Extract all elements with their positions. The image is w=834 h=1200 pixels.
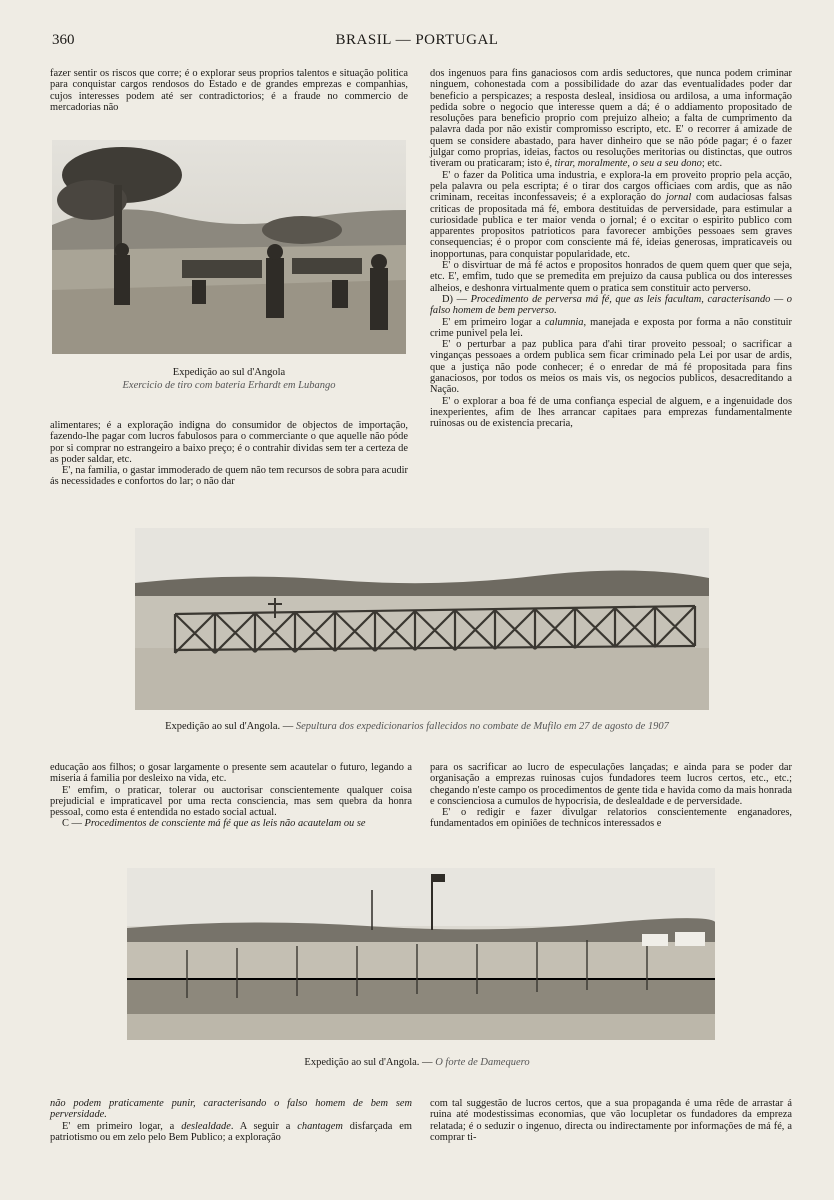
photo-expedition-grave [135, 528, 709, 710]
paragraph: alimentares; é a exploração indigna do consumidor de objectos de importação, fazendo-lhe pagar com lucros fabulosos para o commerciante o que aquelle não póde por si comprar no estrangeiro a baixo preço; é o contrahir dividas sem ter a certeza de as poder saldar, etc. [50, 420, 408, 465]
caption-title: Expedição ao sul d'Angola. — [304, 1057, 433, 1068]
left-column-middle [50, 420, 408, 488]
right-column-bottom [430, 762, 792, 830]
paragraph: educação aos filhos; o gosar largamente o presente sem acautelar o futuro, legando a miseria á familia por desleixo na vida, etc. [50, 762, 412, 785]
left-column-last [50, 1098, 412, 1143]
caption-title: Expedição ao sul d'Angola [172, 367, 286, 378]
paragraph: dos ingenuos para fins ganaciosos com ardis seductores, que nunca podem criminar ninguem, cohonestada com a possibilidade do azar das eventualidades poder dar beneficio a perspicazes; a resposta desleal, insidiosa ou ardilosa, a uma informação pedida sobre o negocio que interesse quem a dá; é o addiamento propositado de resoluções para beneficio proprio com prejuizo alheio; a falta de cumprimento da palavra dada por não existir compromisso escripto, etc. E' o recorrer á amizade de quem se considere abastado, para haver dinheiro que se não póde pagar; é o fazer julgar como proprias, ideias, factos ou resoluções meritorias ou distinctas, que outros tiveram ou praticaram; isto é, tirar, moralmente, o seu a seu dono; etc. [430, 68, 792, 170]
paragraph: E' emfim, o praticar, tolerar ou auctorisar conscientemente qualquer coisa prejudicial e impraticavel por uma recta consciencia, mas sem quebra da honra pessoal, como esta é entendida no estado social actual. [50, 784, 412, 819]
running-title: BRASIL — PORTUGAL [335, 32, 499, 48]
paragraph: E' o fazer da Politica uma industria, e explora-la em proveito proprio pela acção, pela palavra ou pela escripta; é o tirar dos cargos officiaes com ardis, que as não criminam, receitas inconfessaveis; é a exploração do jornal com audaciosas falsas criticas de propositada má fé, embora destituidas de perversidade, para estimular a curiosidade publica e ter maior venda o jornal; é o excitar o espirito publico com apparentes propositos patrioticos para favorecer ambições pessoaes sem graves consequencias; é o propor com consciente má fé, ideias generosas, impraticaveis ou inopportunas, para conquistar popularidade, etc. [430, 169, 792, 260]
figure1-caption [52, 366, 406, 392]
right-column-last [430, 1098, 792, 1143]
left-column-top [50, 68, 408, 113]
paragraph: com tal suggestão de lucros certos, que a sua propaganda é uma rêde de arrastar á ruina até modestissimas economias, que vão locupletar os fundadores da empreza relatada; é o seduzir o ingenuo, directa ou indirectamente por informações de má fé, a comprar ti- [430, 1098, 792, 1143]
paragraph: E' o redigir e fazer divulgar relatorios conscientemente enganadores, fundamentados em opiniões de technicos interessados e [430, 807, 792, 830]
photo-fort-damequero [127, 868, 715, 1040]
caption-subtitle: Sepultura dos expedicionarios fallecidos no combate de Mufilo em 27 de agosto de 1907 [295, 721, 669, 732]
paragraph: E' em primeiro logar, a deslealdade. A seguir a chantagem disfarçada em patriotismo ou em zelo pelo Bem Publico; a exploração [50, 1120, 412, 1143]
caption-title: Expedição ao sul d'Angola. — [165, 721, 294, 732]
paragraph: E' em primeiro logar a calumnia, manejada e exposta por forma a não constituir crime punivel pela lei. [430, 316, 792, 339]
photo-artillery-exercise [52, 140, 406, 354]
figure2-caption [0, 720, 834, 733]
paragraph: fazer sentir os riscos que corre; é o explorar seus proprios talentos e situação politica para conquistar cargos rendosos do Estado e de grandes emprezas e companhias, cujos interesses podem até ser contradictorios; é a fraude no commercio de mercadorias não [50, 68, 408, 113]
figure3-caption [0, 1056, 834, 1069]
paragraph: não podem praticamente punir, caracterisando o falso homem de bem sem perversidade. [50, 1098, 412, 1121]
right-column-top [430, 68, 792, 430]
section-d-heading: D) — Procedimento de perversa má fé, que as leis facultam, caracterisando — o falso homem de bem perverso. [430, 293, 793, 317]
page-number: 360 [52, 32, 75, 48]
caption-subtitle: Exercicio de tiro com bateria Erhardt em Lubango [122, 380, 336, 391]
caption-subtitle: O forte de Damequero [435, 1057, 530, 1068]
left-column-bottom [50, 762, 412, 830]
paragraph: E' o perturbar a paz publica para d'ahi tirar proveito pessoal; o sacrificar a vinganças pessoaes a ordem publica sem ficar criminado pela Lei por usar de ardis, que a justiça não pode conhecer; é o enredar de má fé propositada para fins ganaciosos, por todos os meios os mais vis, os negocios publicos, desacreditando a Nação. [430, 339, 792, 396]
section-c-heading: C — Procedimentos de consciente má fé que as leis não acautelam ou se [62, 818, 366, 830]
paragraph: E' o disvirtuar de má fé actos e propositos honrados de quem quem quer que seja, etc. E', emfim, tudo que se premedita em prejuizo da causa publica ou dos interesses alheios, e deshonra virtualmente quem o pratica sem constituir acto perverso. [430, 260, 792, 294]
paragraph: E' o explorar a boa fé de uma confiança especial de alguem, e a ingenuidade dos inexperientes, afim de lhes arrancar capitaes para emprezas fundamentalmente ruinosas ou de existencia precaria, [430, 395, 792, 430]
paragraph: para os sacrificar ao lucro de especulações lançadas; e ainda para se poder dar organisação a emprezas ruinosas cujos fundadores teem lucros certos, etc., etc.; chegando n'este campo os procedimentos de gente tida e havida como da mais honrada e conscienciosa a cumulos de hypocrisia, de deslealdade e de perversidade. [430, 762, 792, 807]
paragraph: E', na familia, o gastar immoderado de quem não tem recursos de sobra para acudir ás necessidades e confortos do lar; o não dar [50, 465, 408, 488]
